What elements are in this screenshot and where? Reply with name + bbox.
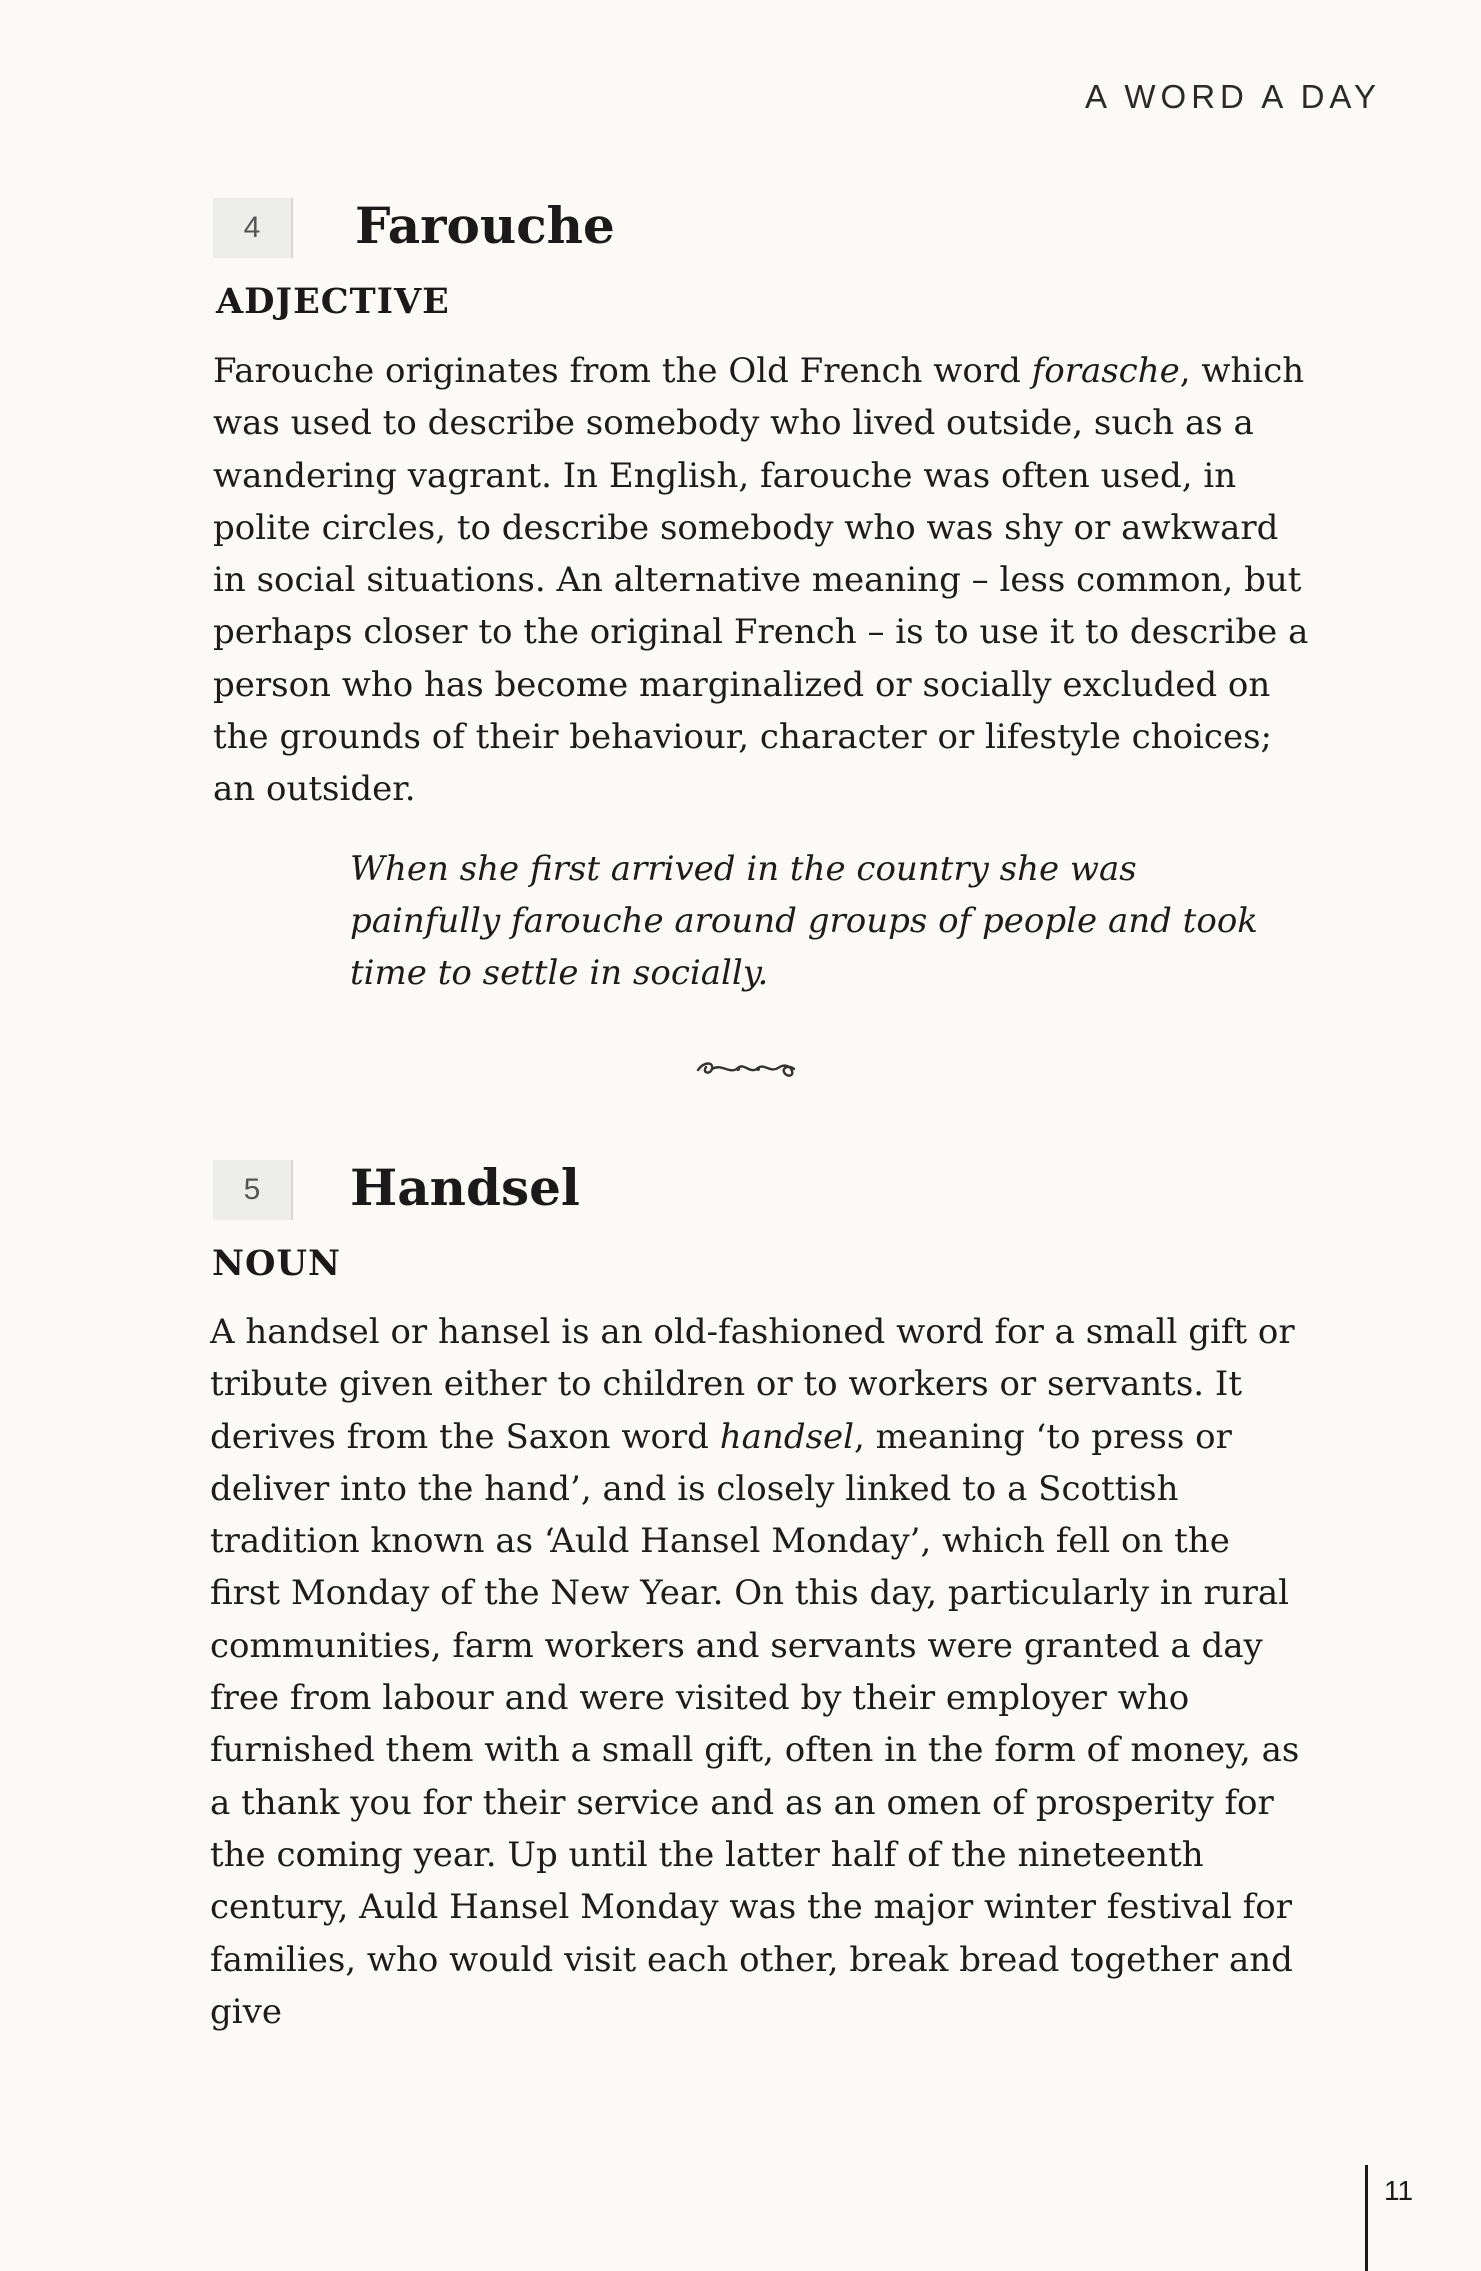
folio-rule — [1365, 2165, 1368, 2271]
entry-number: 4 — [213, 198, 293, 258]
italic-term: handsel — [719, 1416, 855, 1457]
usage-example: When she first arrived in the country she was painfully farouche around groups of people and took time to settle in socially. — [350, 849, 1258, 993]
part-of-speech: NOUN — [212, 1243, 341, 1284]
flourish-ornament-icon — [690, 1053, 800, 1083]
definition — [210, 1306, 1310, 2038]
definition-text: , meaning ‘to press or deliver into the hand’, and is closely linked to a Scottish tradition known as ‘Auld Hansel Monday’, which fell on the first Monday of the New Year. On this day, particularly in rural communities, farm workers and servants were granted a day free from labour and were visited by their employer who furnished them with a small gift, often in the form of money, as a thank you for their service and as an omen of prosperity for the coming year. Up until the latter half of the nineteenth century, Auld Hansel Monday was the major winter festival for families, who would visit each other, break bread together and give — [210, 1416, 1300, 2032]
running-head: A WORD A DAY — [1085, 78, 1381, 115]
italic-term: forasche — [1031, 351, 1180, 391]
headword: Handsel — [350, 1158, 580, 1217]
headword: Farouche — [355, 196, 615, 255]
definition-text: Farouche originates from the Old French word — [213, 351, 1032, 391]
definition-text: , which was used to describe somebody who lived outside, such as a wandering vagrant. In English, farouche was often used, in polite circles, to describe somebody who was shy or awkward in social situations. An alternative meaning – less common, but perhaps closer to the original French – is to use it to describe a person who has become marginalized or socially excluded on the grounds of their behaviour, character or lifestyle choices; an outsider. — [213, 351, 1309, 810]
definition — [213, 345, 1313, 816]
part-of-speech: ADJECTIVE — [216, 281, 450, 322]
entry-number: 5 — [213, 1160, 293, 1220]
page-number: 11 — [1384, 2175, 1414, 2206]
definition-text: A handsel or hansel is an old-fashioned word for a small gift or tribute given either to children or to workers or servants. It derives from the Saxon word — [210, 1312, 1295, 1457]
